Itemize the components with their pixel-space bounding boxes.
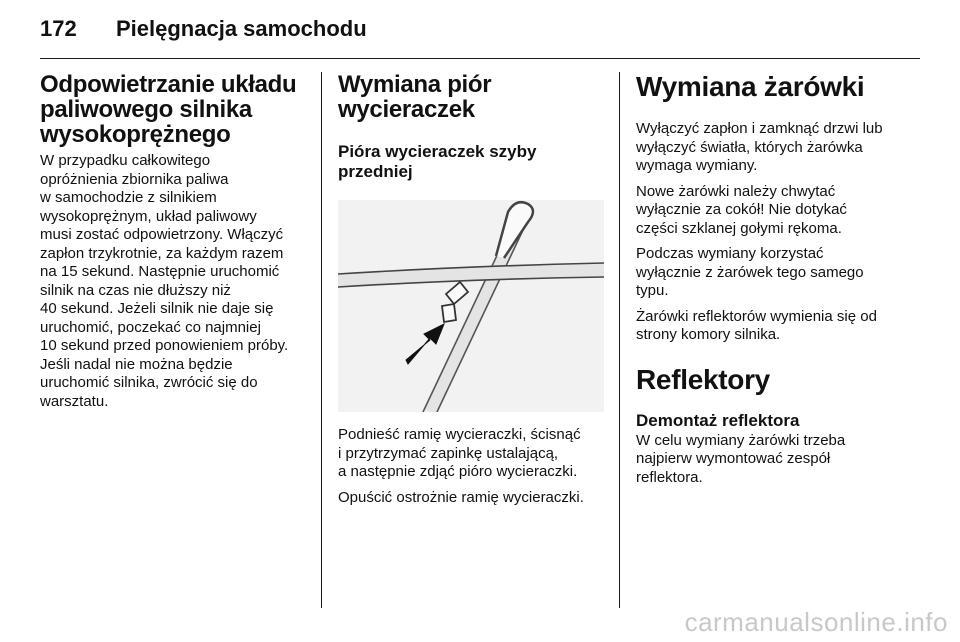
wiper-illustration xyxy=(338,200,604,412)
site-watermark: carmanualsonline.info xyxy=(684,607,948,637)
section-heading-headlights: Reflektory xyxy=(636,363,770,395)
header-rule xyxy=(40,58,920,59)
section-heading-wiper-blades: Wymiana piór wycieraczek xyxy=(338,71,492,123)
paragraph-lower-arm: Opuścić ostrożnie ramię wycieraczki. xyxy=(338,488,584,506)
column-divider-right xyxy=(619,72,620,608)
section-heading-bulb-replacement: Wymiana żarówki xyxy=(636,71,865,102)
paragraph-hold-base: Nowe żarówki należy chwytać wyłącznie za cokół! Nie dotykać części szklanej gołymi rękoma. xyxy=(636,182,847,237)
paragraph-ignition-off: Wyłączyć zapłon i zamknąć drzwi lub wyłączyć światła, których żarówka wymaga wymiany. xyxy=(636,120,883,174)
paragraph-fuel-bleeding: W przypadku całkowitego opróżnienia zbiornika paliwa w samochodzie z silnikiem wysokoprężnym, układ paliwowy musi zostać odpowietrzony. Włączyć zapłon trzykrotnie, za każdym razem na 15 sekund. Następnie uruchomić silnik na czas nie dłuższy niż 40 sekund. Jeżeli silnik nie daje się uruchomić, poczekać co najmniej 10 sekund przed ponowieniem próby. Jeśli nadal nie można będzie uruchomić silnika, zwrócić się do warsztatu. xyxy=(40,152,289,410)
column-wiper-blades xyxy=(338,72,606,507)
column-fuel-bleeding xyxy=(40,72,312,411)
page-number: 172 xyxy=(40,16,77,41)
paragraph-same-type: Podczas wymiany korzystać wyłącznie z żarówek tego samego typu. xyxy=(636,245,864,299)
subheading-headlight-removal: Demontaż reflektora xyxy=(636,410,800,430)
page-header xyxy=(40,16,920,50)
paragraph-remove-blade: Podnieść ramię wycieraczki, ścisnąć i przytrzymać zapinkę ustalającą, a następnie zdjąć pióro wycieraczki. xyxy=(338,426,581,480)
column-divider-left xyxy=(321,72,322,608)
subheading-front-wipers: Pióra wycieraczek szyby przedniej xyxy=(338,142,537,181)
paragraph-headlight-removal: W celu wymiany żarówki trzeba najpierw wymontować zespół reflektora. xyxy=(636,431,846,486)
paragraph-engine-side: Żarówki reflektorów wymienia się od strony komory silnika. xyxy=(636,307,877,343)
section-heading-fuel-bleeding: Odpowietrzanie układu paliwowego silnika wysokoprężnego xyxy=(40,71,297,148)
page-title: Pielęgnacja samochodu xyxy=(116,16,367,41)
column-bulb-replacement xyxy=(636,72,926,487)
